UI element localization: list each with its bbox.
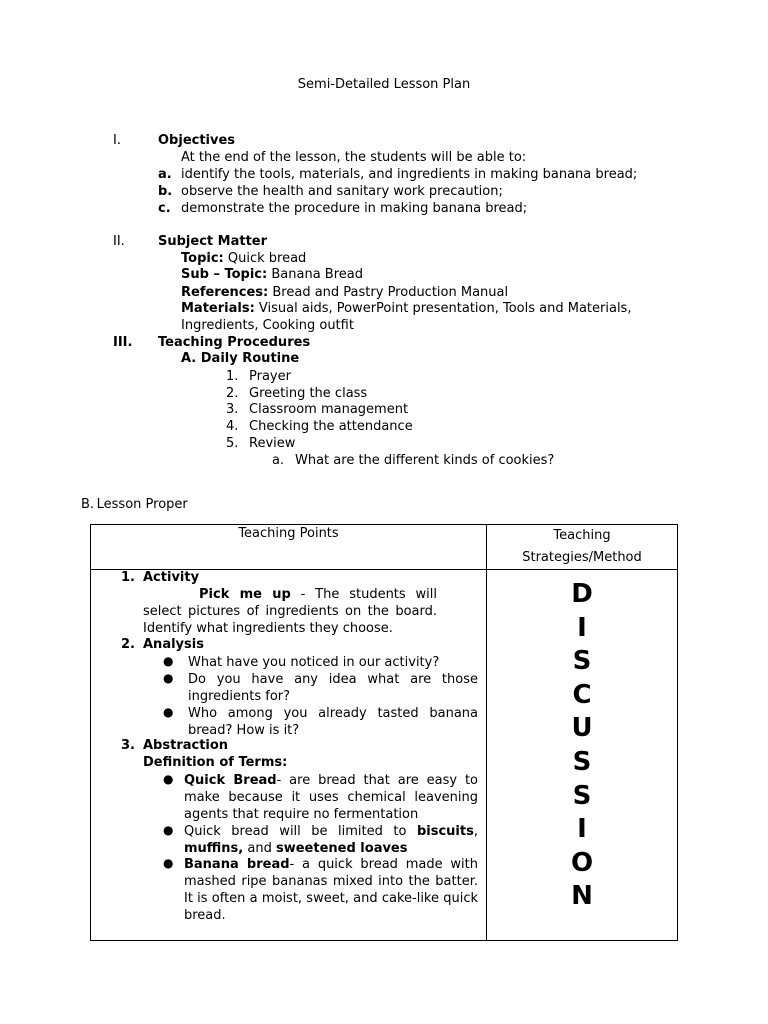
quick-bread-limits: Quick bread will be limited to biscuits, muffins, and sweetened loaves	[184, 824, 478, 856]
table-header-row	[91, 525, 678, 570]
lesson-proper-table	[90, 524, 678, 941]
strategies-header-line2: Strategies/Method	[522, 550, 642, 565]
activity-heading: Activity	[143, 570, 200, 585]
references-label: References:	[181, 285, 269, 300]
routine-num: 1.	[226, 369, 239, 384]
routine-num: 3.	[226, 402, 239, 417]
objectives-intro: At the end of the lesson, the students will be able to:	[181, 150, 527, 165]
quick-bread-def: - are bread that are easy to make because it uses chemical leavening agents that require no fermentation	[184, 773, 478, 822]
daily-routine-heading: A. Daily Routine	[181, 351, 300, 366]
bullet-icon: ●	[163, 671, 174, 685]
objective-letter: b.	[158, 184, 173, 199]
lesson-proper-heading: B. Lesson Proper	[81, 497, 188, 512]
method-letter: S	[572, 646, 592, 677]
quick-bread-term: Quick Bread	[184, 773, 277, 788]
activity-num: 1.	[121, 570, 135, 585]
strategies-header-line1: Teaching	[553, 528, 611, 543]
materials-line	[181, 301, 631, 316]
biscuits-term: biscuits	[416, 824, 474, 839]
method-letter: D	[571, 579, 593, 609]
subject-heading: Subject Matter	[158, 234, 268, 249]
method-vertical-word	[487, 578, 677, 914]
subtopic-line	[181, 267, 363, 282]
routine-item: Review	[249, 436, 296, 451]
analysis-heading: Analysis	[143, 637, 204, 652]
table-body-row	[91, 570, 678, 941]
quick-bread-definition	[184, 772, 478, 823]
method-letter: I	[577, 814, 587, 845]
banana-bread-term: Banana bread	[184, 857, 290, 872]
objectives-numeral: I.	[113, 133, 121, 148]
materials-label: Materials:	[181, 301, 255, 316]
loaves-term: sweetened loaves	[275, 841, 408, 856]
pick-me-up-text: - The students will select pictures of ingredients on the board. Identify what ingredients they choose.	[143, 587, 437, 636]
objective-item: demonstrate the procedure in making banana bread;	[181, 201, 528, 216]
strategies-cell	[487, 570, 678, 941]
definition-of-terms: Definition of Terms:	[143, 755, 288, 770]
method-letter: S	[572, 780, 592, 811]
bullet-icon: ●	[163, 823, 174, 837]
muffins-term: muffins,	[184, 841, 244, 856]
routine-item: Greeting the class	[249, 386, 368, 401]
materials-line-2: Ingredients, Cooking outfit	[181, 318, 354, 333]
method-letter: U	[571, 713, 593, 744]
limited-text: Quick bread will be limited to	[184, 824, 407, 839]
and-text: and	[247, 841, 272, 856]
subject-numeral: II.	[113, 234, 125, 249]
bullet-icon: ●	[163, 772, 174, 786]
routine-item: Classroom management	[249, 402, 409, 417]
method-letter: O	[570, 847, 594, 878]
bullet-icon: ●	[163, 705, 174, 719]
objective-item: identify the tools, materials, and ingredients in making banana bread;	[181, 167, 638, 182]
objective-letter: c.	[158, 201, 171, 216]
materials-value: Visual aids, PowerPoint presentation, Tools and Materials,	[258, 301, 632, 316]
analysis-item: Do you have any idea what are those ingredients for?	[188, 672, 478, 704]
routine-num: 4.	[226, 419, 239, 434]
teaching-points-header	[91, 525, 487, 570]
topic-value: Quick bread	[227, 251, 307, 266]
analysis-item: Who among you already tasted banana bread? How is it?	[188, 706, 478, 738]
routine-item: Checking the attendance	[249, 419, 413, 434]
banana-bread-def: - a quick bread made with mashed ripe bananas mixed into the batter. It is often a moist, sweet, and cake-like quick bread.	[184, 857, 478, 923]
topic-label: Topic:	[181, 251, 224, 266]
references-value: Bread and Pastry Production Manual	[272, 285, 509, 300]
method-letter: I	[577, 612, 587, 643]
activity-description	[143, 586, 437, 637]
review-question: What are the different kinds of cookies?	[295, 453, 555, 468]
method-letter: N	[571, 881, 593, 912]
routine-num: 2.	[226, 386, 239, 401]
bullet-icon: ●	[163, 654, 174, 668]
analysis-num: 2.	[121, 637, 135, 652]
analysis-item: What have you noticed in our activity?	[188, 655, 440, 670]
abstraction-heading: Abstraction	[143, 738, 229, 753]
page-title: Semi-Detailed Lesson Plan	[297, 77, 471, 92]
routine-num: 5.	[226, 436, 239, 451]
method-letter: C	[572, 679, 592, 710]
pick-me-up-label: Pick me up	[199, 587, 291, 602]
abstraction-num: 3.	[121, 738, 135, 753]
subtopic-value: Banana Bread	[271, 267, 363, 282]
procedures-numeral: III.	[113, 335, 133, 350]
banana-bread-definition	[184, 856, 478, 924]
references-line	[181, 285, 508, 300]
review-letter: a.	[272, 453, 285, 468]
objectives-heading: Objectives	[158, 133, 236, 148]
objective-item: observe the health and sanitary work precaution;	[181, 184, 503, 199]
teaching-points-header-text: Teaching Points	[238, 526, 339, 541]
objective-letter: a.	[158, 167, 172, 182]
teaching-points-cell	[91, 570, 487, 941]
topic-line	[181, 251, 306, 266]
bullet-icon: ●	[163, 856, 174, 870]
routine-item: Prayer	[249, 369, 291, 384]
subtopic-label: Sub – Topic:	[181, 267, 268, 282]
method-letter: S	[572, 746, 592, 777]
procedures-heading: Teaching Procedures	[158, 335, 311, 350]
strategies-header	[487, 525, 678, 570]
